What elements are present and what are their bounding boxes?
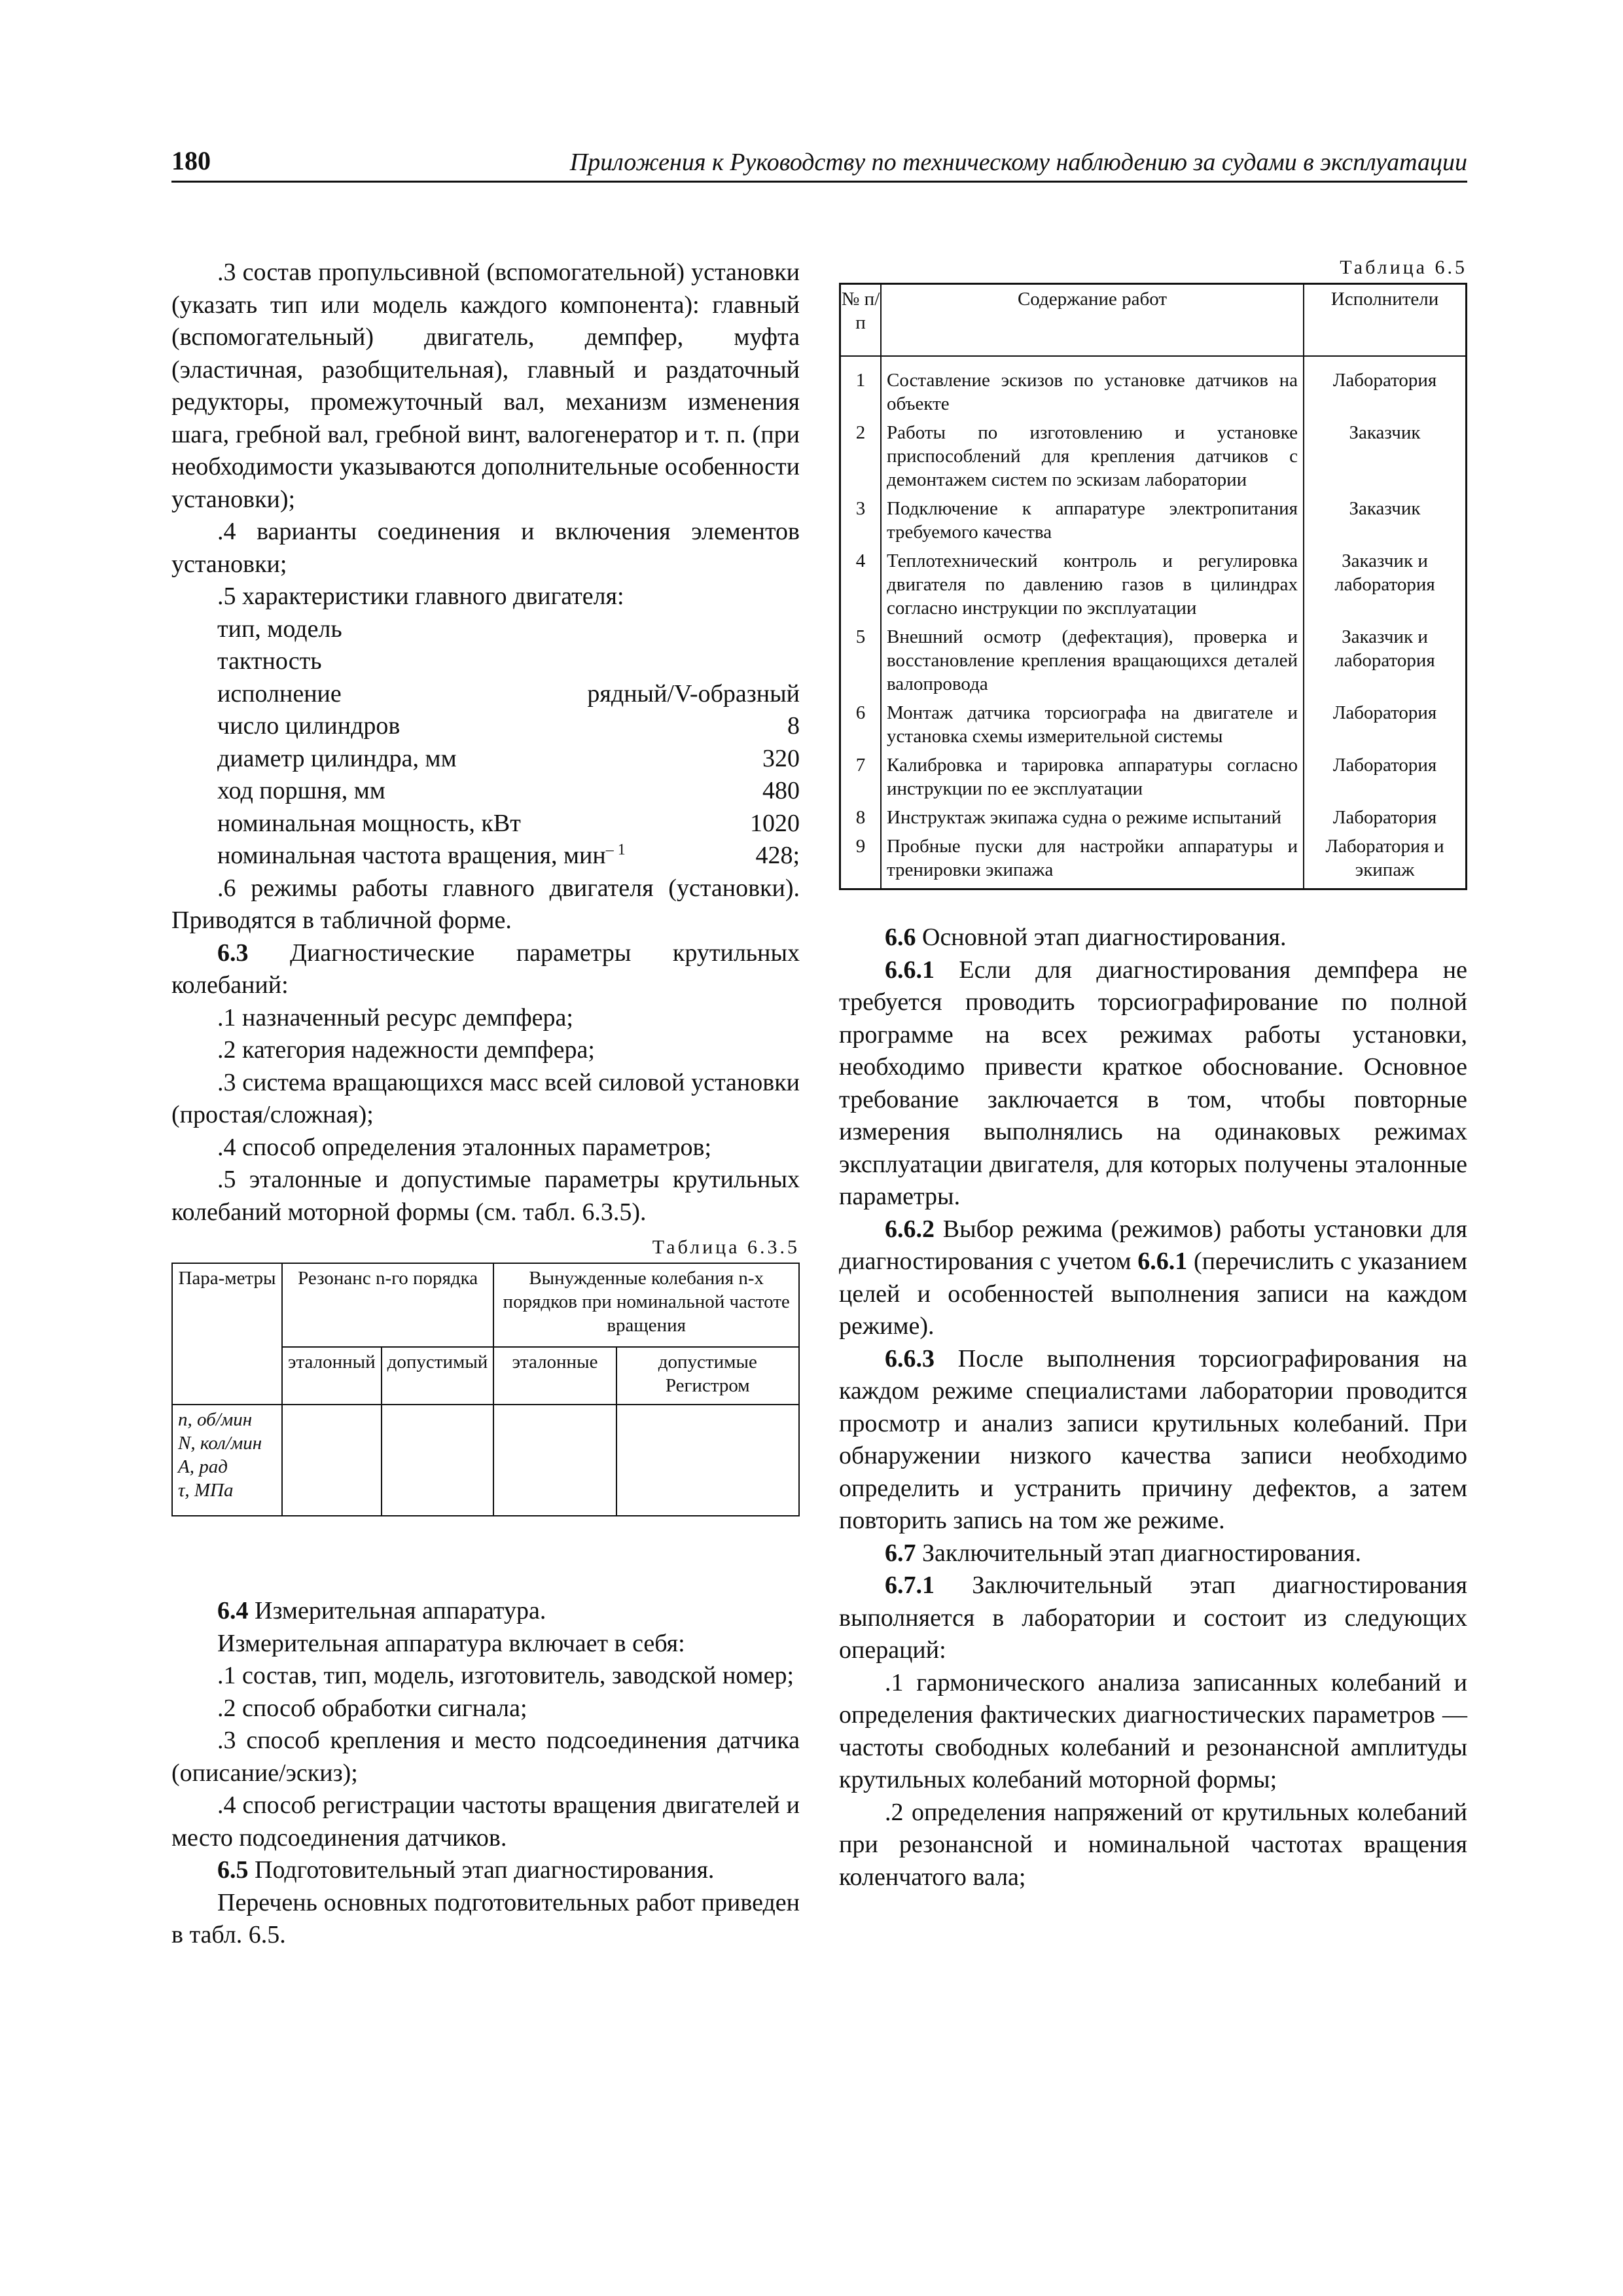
row-content: Работы по изготовлению и установке приспособлений для крепления датчиков с демонтажем систем по эскизам лаборатории [881,418,1304,494]
left-column [171,257,800,1952]
section-number: 6.3 [217,939,249,967]
page-number: 180 [171,146,211,175]
header-allowed-1: допустимый [382,1347,494,1405]
section-title: Подготовительный этап диагностирования. [248,1856,715,1884]
header-params: Пара-метры [172,1263,282,1405]
spec-row [171,840,800,872]
row-executor: Заказчик [1304,418,1467,494]
paragraph-5-engine-specs: .5 характеристики главного двигателя: [217,583,624,610]
section-title: Основной этап диагностирования. [916,924,1287,951]
row-executor: Заказчик и лаборатория [1304,547,1467,622]
table-row [840,803,1467,832]
section-title: Измерительная аппаратура. [248,1597,546,1624]
spec-row [171,613,800,646]
param-item: N, кол/мин [178,1433,262,1454]
page-header [171,144,1467,183]
section-text: Диагностические параметры крутильных колебаний: [171,939,800,999]
list-item: .1 гармонического анализа записанных колебаний и определения фактических диагностических параметров — частоты свободных колебаний и резонансной амплитуды крутильных колебаний моторной формы; [839,1668,1467,1793]
list-item: .2 определения напряжений от крутильных колебаний при резонансной и номинальной частотах вращения коленчатого вала; [839,1798,1467,1891]
empty-cell [616,1405,799,1516]
clause-number: 6.6.2 [885,1215,935,1243]
header-etalon-1: эталонный [282,1347,382,1405]
row-content: Внешний осмотр (дефектация), проверка и восстановление крепления вращающихся деталей валопровода [881,622,1304,698]
list-item: .1 назначенный ресурс демпфера; [217,1003,573,1031]
row-number: 5 [840,622,882,698]
list-item: .5 эталонные и допустимые параметры крутильных колебаний моторной формы (см. табл. 6.3.5). [171,1166,800,1226]
paragraph-6-modes: .6 режимы работы главного двигателя (установки). Приводятся в табличной форме. [171,874,800,934]
row-number: 4 [840,547,882,622]
header-content: Содержание работ [881,284,1304,357]
header-allowed-2: допустимые Регистром [616,1347,799,1405]
running-title: Приложения к Руководству по техническому наблюдению за судами в эксплуатации [569,149,1467,176]
paragraph-4-connections: .4 варианты соединения и включения элементов установки; [171,518,800,578]
table-row [840,356,1467,418]
header-executors: Исполнители [1304,284,1467,357]
param-item: A, рад [178,1456,228,1477]
table-row [840,698,1467,751]
table-635-caption: Таблица 6.3.5 [652,1236,800,1258]
row-number: 1 [840,356,882,418]
paragraph: Измерительная аппаратура включает в себя: [217,1629,685,1657]
spec-label-text: номинальная частота вращения, мин [217,842,606,869]
list-item: .4 способ определения эталонных параметров; [217,1133,712,1161]
paragraph-6-6-2 [839,1213,1467,1343]
table-65-caption: Таблица 6.5 [1340,257,1467,278]
row-executor: Лаборатория и экипаж [1304,832,1467,889]
section-6-4 [171,1595,800,1628]
clause-text: Выбор режима (режимов) работы установки для диагностирования с учетом [839,1215,1467,1275]
section-6-7 [839,1537,1467,1570]
list-item: .2 способ обработки сигнала; [217,1694,527,1722]
row-executor: Заказчик [1304,494,1467,547]
section-6-3 [171,937,800,1002]
list-item: .4 способ регистрации частоты вращения двигателей и место подсоединения датчиков. [171,1791,800,1852]
clause-text: Если для диагностирования демпфера не требуется проводить торсиографирование по полной программе на всех режимах работы установки, необходимо привести краткое обоснование. Основное требование заключается в том, чтобы повторные измерения выполнялись на одинаковых режимах эксплуатации двигателя, для которых получены эталонные параметры. [839,956,1467,1210]
table-635 [171,1263,800,1516]
spec-row [171,678,800,711]
header-number: № п/п [840,284,882,357]
row-number: 9 [840,832,882,889]
spec-value: 8 [787,712,800,740]
list-item: .3 способ крепления и место подсоединения датчика (описание/эскиз); [171,1727,800,1787]
list-item: .3 система вращающихся масс всей силовой установки (простая/сложная); [171,1068,800,1128]
spec-label [217,840,626,872]
clause-number: 6.6.1 [885,956,935,984]
paragraph-6-7-1 [839,1570,1467,1667]
row-content: Подключение к аппаратуре электропитания требуемого качества [881,494,1304,547]
clause-text: После выполнения торсиографирования на каждом режиме специалистами лаборатории проводится просмотр и анализ записи крутильных колебаний. При обнаружении низкого качества записи необходимо определить и устранить причину дефектов, а затем повторить запись на том же режиме. [839,1344,1467,1534]
spec-label: тактность [217,647,322,675]
row-content: Монтаж датчика торсиографа на двигателе и установка схемы измерительной системы [881,698,1304,751]
row-content: Пробные пуски для настройки аппаратуры и тренировки экипажа [881,832,1304,889]
param-list-cell [172,1405,282,1516]
header-etalon-2: эталонные [493,1347,616,1405]
section-6-5 [171,1854,800,1887]
param-item: τ, МПа [178,1480,234,1501]
section-title: Заключительный этап диагностирования. [916,1539,1361,1567]
header-resonance: Резонанс n-го порядка [282,1263,493,1347]
row-number: 8 [840,803,882,832]
empty-cell [282,1405,382,1516]
spec-value: рядный/V-образный [587,679,800,708]
spec-row [171,743,800,776]
spec-value: 320 [762,744,800,772]
section-number: 6.7 [885,1539,916,1567]
row-executor: Лаборатория [1304,698,1467,751]
row-content: Калибровка и тарировка аппаратуры согласно инструкции по ее эксплуатации [881,751,1304,803]
row-number: 2 [840,418,882,494]
spec-row [171,710,800,743]
list-item: .1 состав, тип, модель, изготовитель, заводской номер; [217,1662,794,1689]
section-number: 6.6 [885,924,916,951]
row-executor: Лаборатория [1304,751,1467,803]
spec-label: исполнение [217,679,342,708]
spec-label: диаметр цилиндра, мм [217,744,457,772]
section-number: 6.5 [217,1856,249,1884]
section-number: 6.4 [217,1597,249,1624]
spec-label: число цилиндров [217,712,401,740]
clause-text: Заключительный этап диагностирования выполняется в лаборатории и состоит из следующих операций: [839,1571,1467,1664]
row-number: 3 [840,494,882,547]
row-content: Составление эскизов по установке датчиков на объекте [881,356,1304,418]
table-row [840,751,1467,803]
paragraph-6-6-1 [839,954,1467,1213]
right-column [839,257,1467,1893]
row-number: 7 [840,751,882,803]
param-item: n, об/мин [178,1409,253,1430]
empty-cell [382,1405,494,1516]
row-executor: Лаборатория [1304,356,1467,418]
clause-number: 6.6.3 [885,1344,935,1372]
table-65 [839,283,1467,890]
table-row [840,418,1467,494]
clause-reference: 6.6.1 [1137,1247,1188,1275]
engine-spec-list [171,613,800,872]
spacer [839,890,1467,922]
spec-row [171,645,800,678]
section-6-6 [839,922,1467,954]
spec-value: 1020 [750,809,800,837]
row-executor: Лаборатория [1304,803,1467,832]
paragraph: Перечень основных подготовительных работ приведен в табл. 6.5. [171,1888,800,1948]
spec-label: номинальная мощность, кВт [217,809,521,837]
row-executor: Заказчик и лаборатория [1304,622,1467,698]
row-content: Инструктаж экипажа судна о режиме испытаний [881,803,1304,832]
spec-label: ход поршня, мм [217,777,385,804]
header-forced: Вынужденные колебания n-х порядков при номинальной частоте вращения [493,1263,799,1347]
spec-label: тип, модель [217,615,342,643]
table-row [840,622,1467,698]
clause-text: (перечислить с указанием целей и особенностей выполнения записи на каждом режиме). [839,1247,1467,1340]
row-content: Теплотехнический контроль и регулировка двигателя по давлению газов в цилиндрах согласно инструкции по эксплуатации [881,547,1304,622]
spec-row [171,808,800,840]
table-row [840,494,1467,547]
spec-value: 480 [762,777,800,804]
spacer [171,1516,800,1595]
paragraph-3-propulsion: .3 состав пропульсивной (вспомогательной) установки (указать тип или модель каждого компонента): главный (вспомогательный) двигатель, демпфер, муфта (эластичная, разобщительная), главный и раздаточный редукторы, промежуточный вал, механизм изменения шага, гребной вал, гребной винт, валогенератор и т. п. (при необходимости указываются дополнительные особенности установки); [171,259,800,513]
spec-row [171,775,800,808]
spec-superscript: – 1 [605,841,626,859]
clause-number: 6.7.1 [885,1571,935,1599]
table-row [840,547,1467,622]
paragraph-6-6-3 [839,1343,1467,1537]
spec-value: 428; [755,842,800,869]
empty-cell [493,1405,616,1516]
table-row [840,832,1467,889]
list-item: .2 категория надежности демпфера; [217,1036,595,1064]
row-number: 6 [840,698,882,751]
